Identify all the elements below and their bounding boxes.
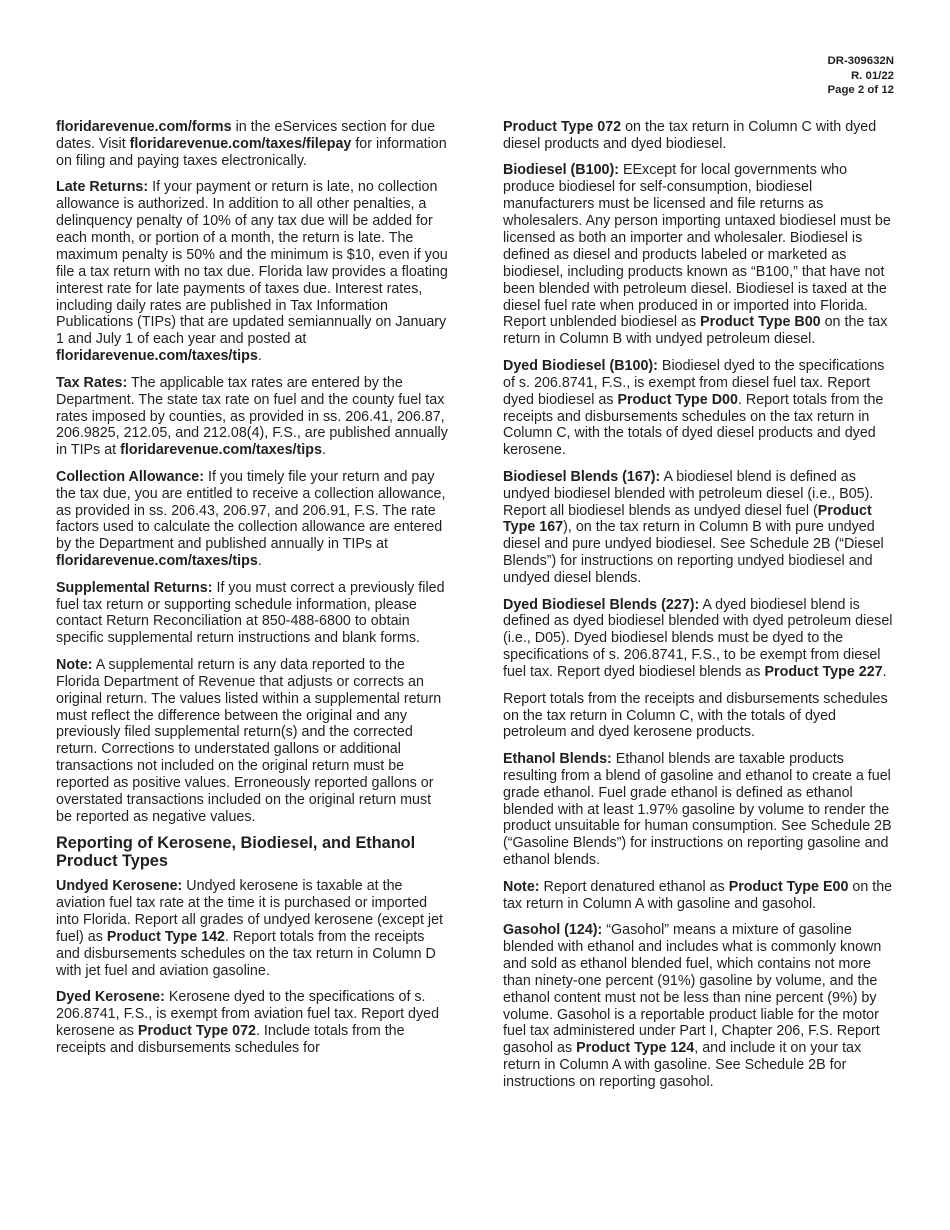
paragraph-dyed-kerosene: Dyed Kerosene: Kerosene dyed to the specifications of s. 206.8741, F.S., is exempt from aviation fuel tax. Report dyed kerosene as Product Type 072. Include totals from the receipts and disbursements schedules for — [56, 989, 440, 1056]
term-tax-rates: Tax Rates: — [56, 374, 128, 391]
paragraph-report-totals: Report totals from the receipts and disbursements schedules on the tax return in Column C, with the totals of dyed petroleum and dyed kerosene products. — [503, 690, 888, 741]
product-type-142: Product Type 142 — [106, 929, 225, 946]
paragraph-note-ethanol: Note: Report denatured ethanol as Product Type E00 on the tax return in Column A with gasoline and gasohol. — [503, 878, 893, 912]
term-supplemental-returns: Supplemental Returns: — [56, 579, 213, 596]
paragraph-forms-link: floridarevenue.com/forms in the eServices section for due dates. Visit floridarevenue.com/taxes/filepay for information on filing and paying taxes electronically. — [56, 119, 447, 169]
paragraph-dyed-biodiesel: Dyed Biodiesel (B100): Biodiesel dyed to the specifications of s. 206.8741, F.S., is exempt from diesel fuel tax. Report dyed biodiesel as Product Type D00. Report totals from the receipts and disbursements schedules on the tax return in Column C, with the totals of dyed diesel products and dyed kerosene. — [503, 357, 885, 459]
term-collection-allowance: Collection Allowance: — [56, 468, 205, 485]
paragraph-undyed-kerosene: Undyed Kerosene: Undyed kerosene is taxable at the aviation fuel tax rate at the time it is purchased or imported into Florida. Report all grades of undyed kerosene (except jet fuel) as Product Type 142. Report totals from the receipts and disbursements schedules on the tax return in Column D with jet fuel and aviation gasoline. — [56, 878, 444, 979]
paragraph-tax-rates: Tax Rates: The applicable tax rates are entered by the Department. The state tax rate on fuel and the county fuel tax rates imposed by counties, as provided in ss. 206.41, 206.87, 206.9825, 212.05, and 212.08(4), F.S., are published annually in TIPs at floridarevenue.com/taxes/tips. — [56, 374, 448, 459]
paragraph-ethanol-blends: Ethanol Blends: Ethanol blends are taxable products resulting from a blend of gasoline and ethanol to create a fuel grade ethanol. Fuel grade ethanol is defined as ethanol blended with at least 1.97% gasoline by volume to render the product unsuitable for human consumption. See Schedule 2B (“Gasoline Blends”) for instructions on reporting gasoline and ethanol blends. — [503, 750, 892, 869]
term-dyed-biodiesel-blends: Dyed Biodiesel Blends (227): — [503, 596, 700, 613]
tips-link[interactable]: floridarevenue.com/taxes/tips — [56, 553, 258, 570]
product-type-b00: Product Type B00 — [700, 314, 821, 331]
product-type-072: Product Type 072 — [503, 119, 622, 135]
product-type-227: Product Type 227 — [764, 664, 883, 681]
paragraph-supplemental-returns: Supplemental Returns: If you must correct a previously filed fuel tax return or supporting schedule information, please contact Return Reconciliation at 850-488-6800 to obtain specific supplemental return instructions and blank forms. — [56, 579, 445, 647]
paragraph-dyed-kerosene-cont: Product Type 072 on the tax return in Column C with dyed diesel products and dyed biodiesel. — [503, 119, 877, 152]
term-note: Note: — [56, 656, 93, 673]
tips-link[interactable]: floridarevenue.com/taxes/tips — [56, 348, 258, 365]
form-header — [828, 54, 894, 98]
filepay-link[interactable]: floridarevenue.com/taxes/filepay — [129, 135, 352, 152]
term-gasohol: Gasohol (124): — [503, 921, 603, 938]
left-column — [56, 119, 449, 1066]
term-ethanol-blends: Ethanol Blends: — [503, 750, 612, 767]
product-type-072: Product Type 072 — [137, 1023, 256, 1040]
page-number: Page 2 of 12 — [827, 84, 894, 96]
product-type-d00: Product Type D00 — [617, 391, 738, 408]
term-note: Note: — [503, 878, 540, 895]
paragraph-dyed-biodiesel-blends: Dyed Biodiesel Blends (227): A dyed biodiesel blend is defined as dyed biodiesel blended with dyed petroleum diesel (i.e., D05). Dyed biodiesel blends must be dyed to the specifications of s. 206.8741, F.S., to be exempt from diesel fuel tax. Report dyed biodiesel blends as Product Type 227. — [503, 596, 893, 681]
term-dyed-biodiesel: Dyed Biodiesel (B100): — [503, 357, 658, 374]
term-biodiesel-blends: Biodiesel Blends (167): — [503, 468, 661, 485]
tips-link[interactable]: floridarevenue.com/taxes/tips — [120, 442, 322, 459]
paragraph-gasohol: Gasohol (124): “Gasohol” means a mixture of gasoline blended with ethanol and includes what is commonly known and sold as ethanol blended fuel, which contains not more than ninety-one percent (91%) gasoline by volume, and the ethanol content must not be less than nine percent (9%) by volume. Gasohol is a reportable product liable for the motor fuel tax administered under Part I, Chapter 206, F.S. Report gasohol as Product Type 124, and include it on your tax return in Column A with gasoline. See Schedule 2B for instructions on reporting gasohol. — [503, 921, 882, 1091]
product-type-e00: Product Type E00 — [728, 878, 849, 895]
paragraph-collection-allowance: Collection Allowance: If you timely file your return and pay the tax due, you are entitled to receive a collection allowance, as provided in ss. 206.43, 206.97, and 206.91, F.S. The rate factors used to calculate the collection allowance are entered by the Department and published annually in TIPs at floridarevenue.com/taxes/tips. — [56, 468, 446, 570]
form-number: DR-309632N — [827, 55, 894, 67]
paragraph-biodiesel-blends: Biodiesel Blends (167): A biodiesel blend is defined as undyed biodiesel blended with petroleum diesel (i.e., B05). Report all biodiesel blends as undyed diesel fuel (Product Type 167), on the tax return in Column B with pure undyed diesel and pure undyed biodiesel. See Schedule 2B (“Diesel Blends”) for instructions on reporting undyed biodiesel and undyed diesel blends. — [503, 468, 884, 587]
term-late-returns: Late Returns: — [56, 179, 149, 196]
section-heading: Reporting of Kerosene, Biodiesel, and Ethanol Product Types — [56, 834, 416, 870]
product-type-124: Product Type 124 — [576, 1040, 695, 1057]
term-biodiesel: Biodiesel (B100): — [503, 162, 619, 179]
paragraph-note-supplemental: Note: A supplemental return is any data reported to the Florida Department of Revenue that adjusts or corrects an original return. The values listed within a supplemental return must reflect the difference between the original and any previously filed supplemental return(s) and the corrected return. Corrections to understated gallons or additional transactions not included on the original return must be reported as positive values. Erroneously reported gallons or overstated transactions included on the original return must be reported as negative values. — [56, 656, 442, 825]
revision-date: R. 01/22 — [850, 69, 894, 82]
forms-link[interactable]: floridarevenue.com/forms — [56, 119, 232, 135]
right-column — [503, 119, 896, 1101]
term-undyed-kerosene: Undyed Kerosene: — [56, 878, 183, 895]
paragraph-late-returns: Late Returns: If your payment or return is late, no collection allowance is authorized. In addition to all other penalties, a delinquency penalty of 10% of any tax due will be added for each month, or portion of a month, the return is late. The maximum penalty is 50% and the minimum is $10, even if you file a tax return with no tax due. Florida law provides a floating interest rate for late payments of taxes due. Interest rates, including daily rates are published in Tax Information Publications (TIPs) that are updated semiannually on January 1 and July 1 of each year and posted at floridarevenue.com/taxes/tips. — [56, 179, 448, 365]
product-type-167: Product Type 167 — [503, 502, 872, 536]
term-dyed-kerosene: Dyed Kerosene: — [56, 989, 165, 1006]
paragraph-biodiesel: Biodiesel (B100): EExcept for local governments who produce biodiesel for self-consumption, biodiesel manufacturers must be licensed and file returns as wholesalers. Any person importing untaxed biodiesel must be licensed as both an importer and wholesaler. Biodiesel is defined as diesel and products labeled or marketed as biodiesel, including products known as “B100,” that have not been blended with petroleum diesel. Biodiesel is taxed at the diesel fuel rate when produced in or imported into Florida. Report unblended biodiesel as Product Type B00 on the tax return in Column B with undyed petroleum diesel. — [503, 162, 891, 348]
